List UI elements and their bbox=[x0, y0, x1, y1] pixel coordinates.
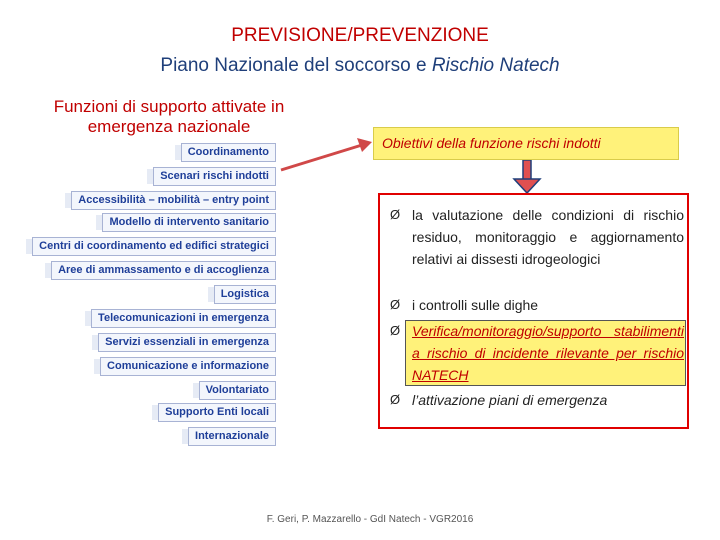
function-item-coordinamento: Coordinamento bbox=[181, 143, 276, 162]
function-item-logistica: Logistica bbox=[214, 285, 276, 304]
objectives-title: Obiettivi della funzione rischi indotti bbox=[382, 135, 601, 151]
function-item-sanitario: Modello di intervento sanitario bbox=[102, 213, 276, 232]
arrow-down-to-list bbox=[514, 160, 540, 193]
footer-credit: F. Geri, P. Mazzarello - GdI Natech - VGR2016 bbox=[266, 514, 474, 525]
function-item-supporto: Supporto Enti locali bbox=[158, 403, 276, 422]
subtitle-plain: Piano Nazionale del soccorso e bbox=[160, 55, 432, 76]
subtitle-italic: Rischio Natech bbox=[431, 55, 560, 76]
function-item-comunicazione: Comunicazione e informazione bbox=[100, 357, 276, 376]
function-item-accessibilita: Accessibilità – mobilità – entry point bbox=[71, 191, 276, 210]
function-item-centri: Centri di coordinamento ed edifici strategici bbox=[32, 237, 276, 256]
bullet-arrow-icon: Ø bbox=[390, 323, 401, 338]
page-title: PREVISIONE/PREVENZIONE bbox=[231, 25, 489, 46]
function-item-internazionale: Internazionale bbox=[188, 427, 276, 446]
objectives-title-box bbox=[373, 127, 679, 160]
objective-text-4: l’attivazione piani di emergenza bbox=[412, 392, 608, 408]
objective-text-1: la valutazione delle condizioni di rischio residuo, monitoraggio e aggiornamento relativi ai dissesti idrogeologici bbox=[412, 207, 684, 267]
objective-text-2: i controlli sulle dighe bbox=[412, 297, 539, 313]
functions-heading-line2: emergenza nazionale bbox=[87, 117, 251, 136]
function-item-telecomunicazioni: Telecomunicazioni in emergenza bbox=[91, 309, 276, 328]
function-item-aree: Aree di ammassamento e di accoglienza bbox=[51, 261, 276, 280]
function-item-volontariato: Volontariato bbox=[199, 381, 276, 400]
bullet-arrow-icon: Ø bbox=[390, 392, 401, 407]
objective-text-3: Verifica/monitoraggio/supporto stabilimenti a rischio di incidente rilevante per rischio NATECH bbox=[412, 323, 684, 383]
bullet-arrow-icon: Ø bbox=[390, 207, 401, 222]
functions-heading-line1: Funzioni di supporto attivate in bbox=[53, 97, 285, 116]
function-item-servizi: Servizi essenziali in emergenza bbox=[98, 333, 276, 352]
bullet-arrow-icon: Ø bbox=[390, 297, 401, 312]
function-item-scenari: Scenari rischi indotti bbox=[153, 167, 276, 186]
arrow-to-objectives bbox=[281, 138, 372, 170]
